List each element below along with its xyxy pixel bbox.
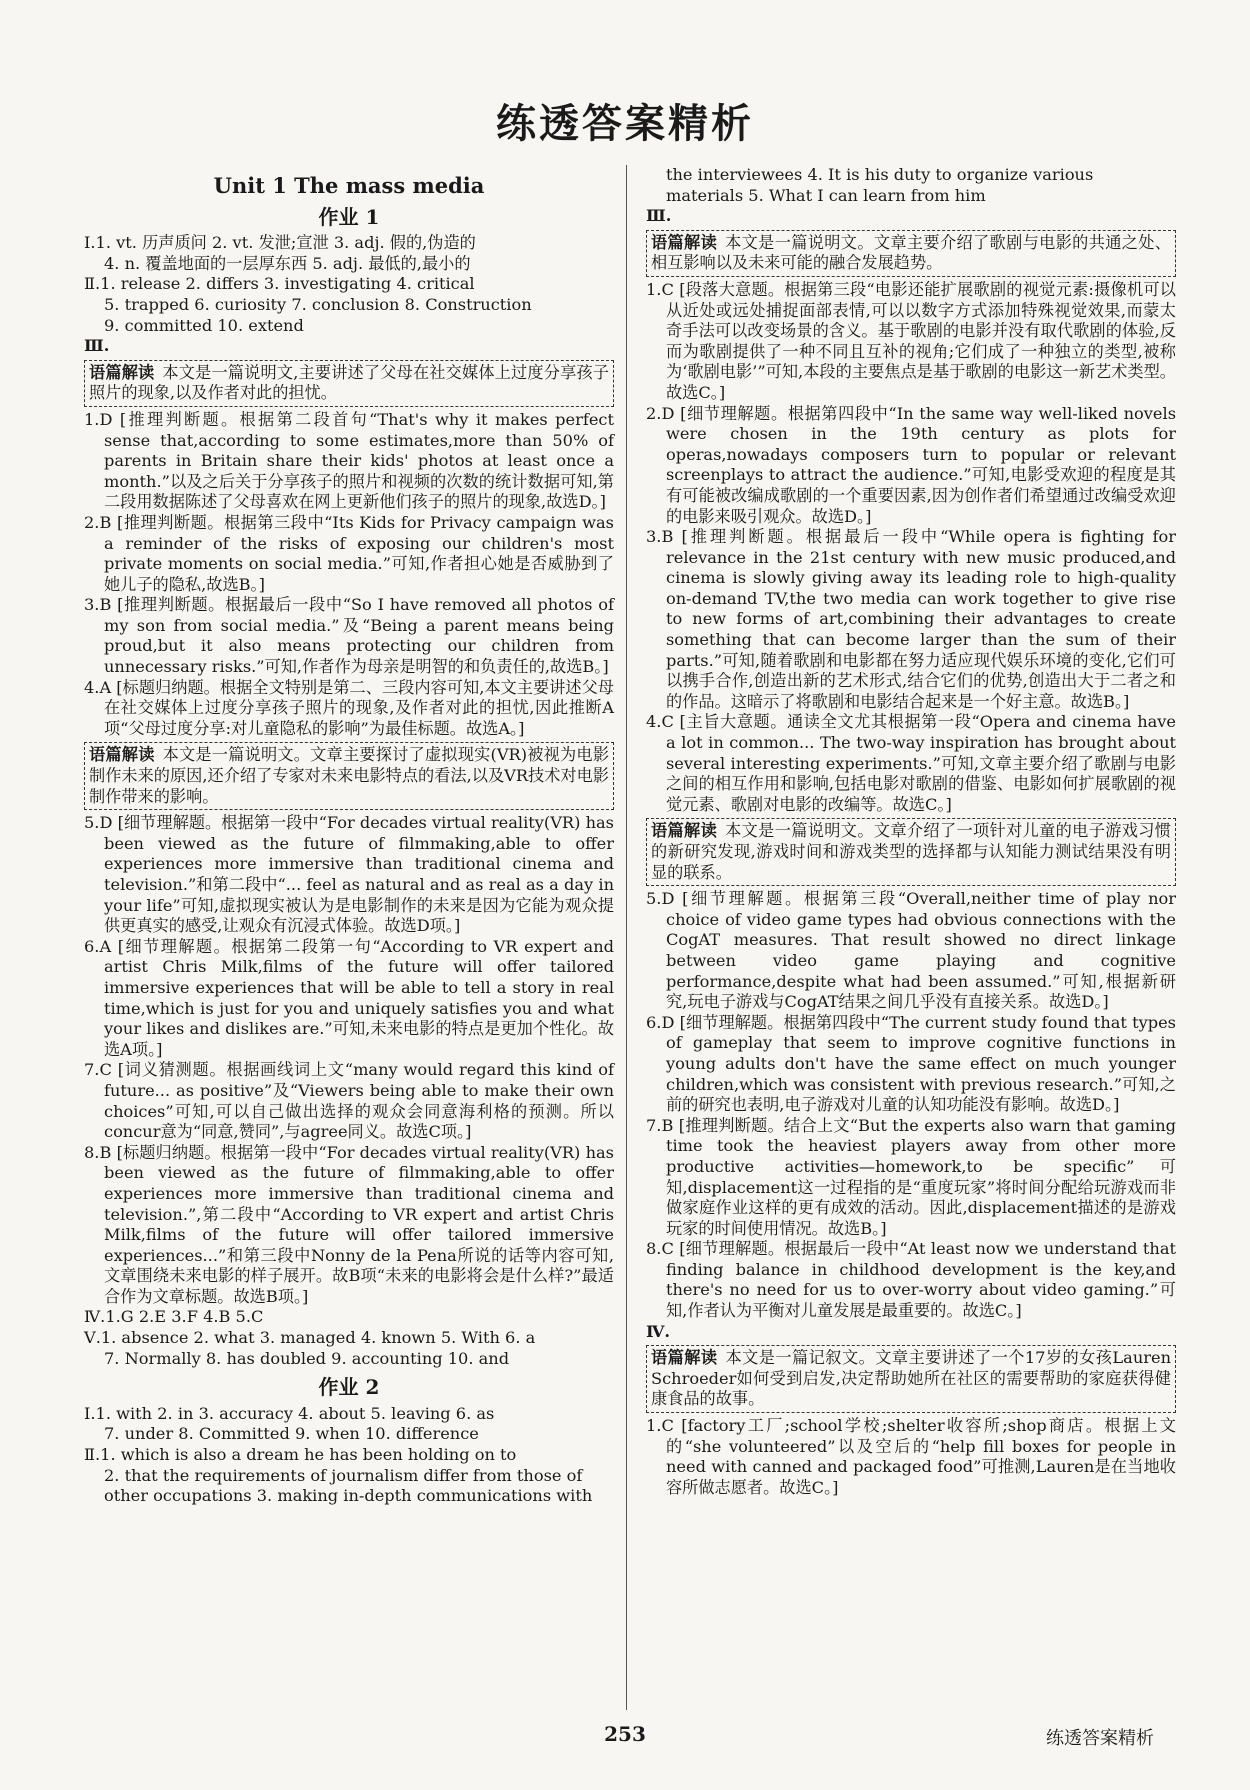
section-2-line: Ⅱ.1. release 2. differs 3. investigating 4. critical	[84, 274, 475, 294]
answer-item: 7.B [推理判断题。结合上文“But the experts also warn that gaming time took the heaviest players away from other more productive activities—homework,to be specific”可知,displacement这一过程指的是“重度玩家”将时间分配给玩游戏而非做家庭作业这样的更有成效的活动。因此,displacement描述的是游戏玩家的时间使用情况。故选B。]	[646, 1115, 1176, 1238]
answer-item: 4.A [标题归纳题。根据全文特别是第二、三段内容可知,本文主要讲述父母在社交媒体上过度分享孩子照片的现象,及作者对此的担忧,因此推断A项“父母过度分享:对儿童隐私的影响”为最佳标题。故选A。]	[84, 677, 614, 738]
analysis-text: 本文是一篇说明文。文章主要介绍了歌剧与电影的共通之处、相互影响以及未来可能的融合发展趋势。	[651, 232, 1171, 273]
footer-label: 练透答案精析	[1046, 1728, 1154, 1749]
analysis-text: 本文是一篇说明文。文章主要探讨了虚拟现实(VR)被视为电影制作未来的原因,还介绍了专家对未来电影特点的看法,以及VR技术对电影制作带来的影响。	[89, 745, 610, 806]
section-4-line: Ⅳ.1.G 2.E 3.F 4.B 5.C	[84, 1307, 264, 1327]
section-3-label: Ⅲ.	[84, 336, 110, 356]
analysis-tag: 语篇解读	[89, 362, 155, 382]
unit-title: Unit 1 The mass media	[213, 173, 485, 198]
continued-line: the interviewees 4. It is his duty to organize various	[666, 165, 1094, 184]
answer-item: 6.A [细节理解题。根据第二段第一句“According to VR expert and artist Chris Milk,films of the future will offer tailored immersive experiences that will be able to tell a story in real time,which is just for you and uniquely satisfies you and what your likes and dislikes are.”可知,未来电影的特点是更加个性化。故选A项。]	[84, 936, 614, 1059]
continued-line: materials 5. What I can learn from him	[666, 185, 986, 205]
homework-1-title: 作业 1	[318, 204, 380, 229]
section-5-line: Ⅴ.1. absence 2. what 3. managed 4. known 5. With 6. a	[84, 1328, 536, 1348]
passage-analysis	[646, 230, 1176, 277]
answer-item: 8.B [标题归纳题。根据第一段中“For decades virtual reality(VR) has been viewed as the future of filmmaking,able to offer experiences more immersive than traditional cinema and television.”,第二段中“According to VR expert and artist Chris Milk,films of the future will offer tailored immersive experiences...”和第三段中Nonny de la Pena所说的话等内容可知,文章围绕未来电影的样子展开。故B项“未来的电影将会是什么样?”最适合作为文章标题。故选B项。]	[84, 1142, 614, 1306]
section-4-label: Ⅳ.	[646, 1321, 671, 1341]
answer-item: 1.C [factory工厂;school学校;shelter收容所;shop商店。根据上文的“she volunteered”以及空后的“help fill boxes for people in need with canned and packaged food”可推测,Lauren是在当地收容所做志愿者。故选C。]	[646, 1416, 1176, 1497]
analysis-tag: 语篇解读	[651, 821, 718, 841]
hw2-section-2-line: other occupations 3. making in-depth communications with	[104, 1486, 593, 1506]
analysis-tag: 语篇解读	[651, 1348, 718, 1368]
analysis-tag: 语篇解读	[89, 745, 155, 765]
passage-analysis	[646, 818, 1176, 886]
answer-item: 8.C [细节理解题。根据最后一段中“At least now we understand that finding balance in childhood development is the key,and there's no need for us to over-worry about video gaming.”可知,作者认为平衡对儿童发展是最重要的。故选C。]	[646, 1239, 1176, 1321]
section-1-line: 4. n. 覆盖地面的一层厚东西 5. adj. 最低的,最小的	[104, 253, 471, 273]
analysis-text: 本文是一篇说明文,主要讲述了父母在社交媒体上过度分享孩子照片的现象,以及作者对此的担忧。	[89, 362, 609, 403]
analysis-text: 本文是一篇说明文。文章介绍了一项针对儿童的电子游戏习惯的新研究发现,游戏时间和游戏类型的选择都与认知能力测试结果没有明显的联系。	[651, 821, 1171, 882]
section-1-line: Ⅰ.1. vt. 历声质问 2. vt. 发泄;宣泄 3. adj. 假的,伪造的	[84, 233, 476, 253]
left-column	[84, 172, 614, 1507]
hw2-section-1-line: Ⅰ.1. with 2. in 3. accuracy 4. about 5. leaving 6. as	[84, 1403, 495, 1423]
column-divider	[626, 165, 627, 1710]
answer-item: 6.D [细节理解题。根据第四段中“The current study found that types of gameplay that seem to improve cognitive functions in young adults don't have the same effect on much younger children,which was consistent with previous research.”可知,之前的研究也表明,电子游戏对儿童的认知功能没有影响。故选D。]	[646, 1012, 1176, 1115]
analysis-tag: 语篇解读	[651, 232, 718, 252]
right-column	[646, 165, 1176, 1498]
hw2-section-1-line: 7. under 8. Committed 9. when 10. difference	[104, 1424, 479, 1444]
answer-item: 7.C [词义猜测题。根据画线词上文“many would regard this kind of future... as positive”及“Viewers being able to make their own choices”可知,可以自己做出选择的观众会同意海利格的预测。所以concur意为“同意,赞同”,与agree同义。故选C项。]	[84, 1060, 614, 1142]
homework-2-title: 作业 2	[318, 1375, 380, 1400]
answer-item: 1.C [段落大意题。根据第三段“电影还能扩展歌剧的视觉元素:摄像机可以从近处或远处捕捉面部表情,可以以数字方式添加特殊视觉效果,而蒙太奇手法可以改变场景的含义。基于歌剧的电影并没有取代歌剧的体验,反而为歌剧提供了一种不同且互补的视角;它们成了一种独立的类型,被称为‘歌剧电影’”可知,本段的主要焦点是基于歌剧的电影这一新艺术类型。故选C。]	[646, 279, 1176, 402]
section-2-line: 5. trapped 6. curiosity 7. conclusion 8. Construction	[104, 294, 532, 314]
answer-item: 3.B [推理判断题。根据最后一段中“While opera is fighting for relevance in the 21st century with new music produced,and cinema is slowly giving away its leading role to high-quality on-demand TV,the two media can work together to give rise to new forms of art,combining their advantages to create something that can become larger than the sum of their parts.”可知,随着歌剧和电影都在努力适应现代娱乐环境的变化,它们可以携手合作,创造出新的艺术形式,结合它们的优势,创造出大于二者之和的作品。这暗示了将歌剧和电影结合起来是一个好主意。故选B。]	[646, 527, 1176, 711]
hw2-section-2-line: 2. that the requirements of journalism differ from those of	[104, 1465, 583, 1485]
passage-analysis	[646, 1345, 1176, 1413]
answer-item: 2.B [推理判断题。根据第三段中“Its Kids for Privacy campaign was a reminder of the risks of exposing our children's most private moments on social media.”可知,作者担心她是否威胁到了她儿子的隐私,故选B。]	[84, 512, 614, 594]
section-3-label: Ⅲ.	[646, 206, 672, 226]
answer-item: 2.D [细节理解题。根据第四段中“In the same way well-liked novels were chosen in the 19th century as plots for operas,nowadays composers turn to popular or relevant screenplays to attract the audience.”可知,电影受欢迎的程度是其有可能被改编成歌剧的一个重要因素,因为创作者们希望通过改编受欢迎的电影来吸引观众。故选D。]	[646, 403, 1176, 526]
passage-analysis	[84, 742, 614, 810]
hw2-section-2-line: Ⅱ.1. which is also a dream he has been holding on to	[84, 1445, 517, 1465]
page-number: 253	[604, 1722, 646, 1746]
analysis-text: 本文是一篇记叙文。文章主要讲述了一个17岁的女孩Lauren Schroeder如何受到启发,决定帮助她所在社区的需要帮助的家庭获得健康食品的故事。	[651, 1348, 1172, 1409]
answer-item: 3.B [推理判断题。根据最后一段中“So I have removed all photos of my son from social media.”及“Being a parent means being proud,but it also means protecting our children from unnecessary risks.”可知,作者作为母亲是明智的和负责任的,故选B。]	[84, 595, 614, 677]
page-title: 练透答案精析	[496, 100, 754, 147]
answer-item: 5.D [细节理解题。根据第一段中“For decades virtual reality(VR) has been viewed as the future of filmmaking,able to offer experiences more immersive than traditional cinema and television.”和第二段中“... feel as natural and as real as a day in your life”可知,虚拟现实被认为是电影制作的未来是因为它能为观众提供更真实的感受,让观众有沉浸式体验。故选D项。]	[84, 813, 614, 936]
answer-item: 5.D [细节理解题。根据第三段“Overall,neither time of play nor choice of video game types had obvious connections with the CogAT measures. That result showed no direct linkage between video game playing and cognitive performance,despite what had been assumed.”可知,根据新研究,玩电子游戏与CogAT结果之间几乎没有直接关系。故选D。]	[646, 889, 1176, 1012]
section-5-line: 7. Normally 8. has doubled 9. accounting 10. and	[104, 1348, 510, 1368]
passage-analysis	[84, 360, 614, 407]
section-2-line: 9. committed 10. extend	[104, 315, 304, 335]
answer-item: 4.C [主旨大意题。通读全文尤其根据第一段“Opera and cinema have a lot in common... The two-way inspiration has brought about several interesting experiments.”可知,文章主要介绍了歌剧与电影之间的相互作用和影响,包括电影对歌剧的借鉴、电影如何扩展歌剧的视觉元素、歌剧对电影的改编等。故选C。]	[646, 712, 1176, 814]
answer-item: 1.D [推理判断题。根据第二段首句“That's why it makes perfect sense that,according to some estimates,more than 50% of parents in Britain share their kids' photos at least once a month.”以及之后关于分享孩子的照片和视频的次数的统计数据可知,第二段用数据陈述了父母喜欢在网上更新他们孩子的照片的现象,故选D。]	[84, 409, 614, 512]
